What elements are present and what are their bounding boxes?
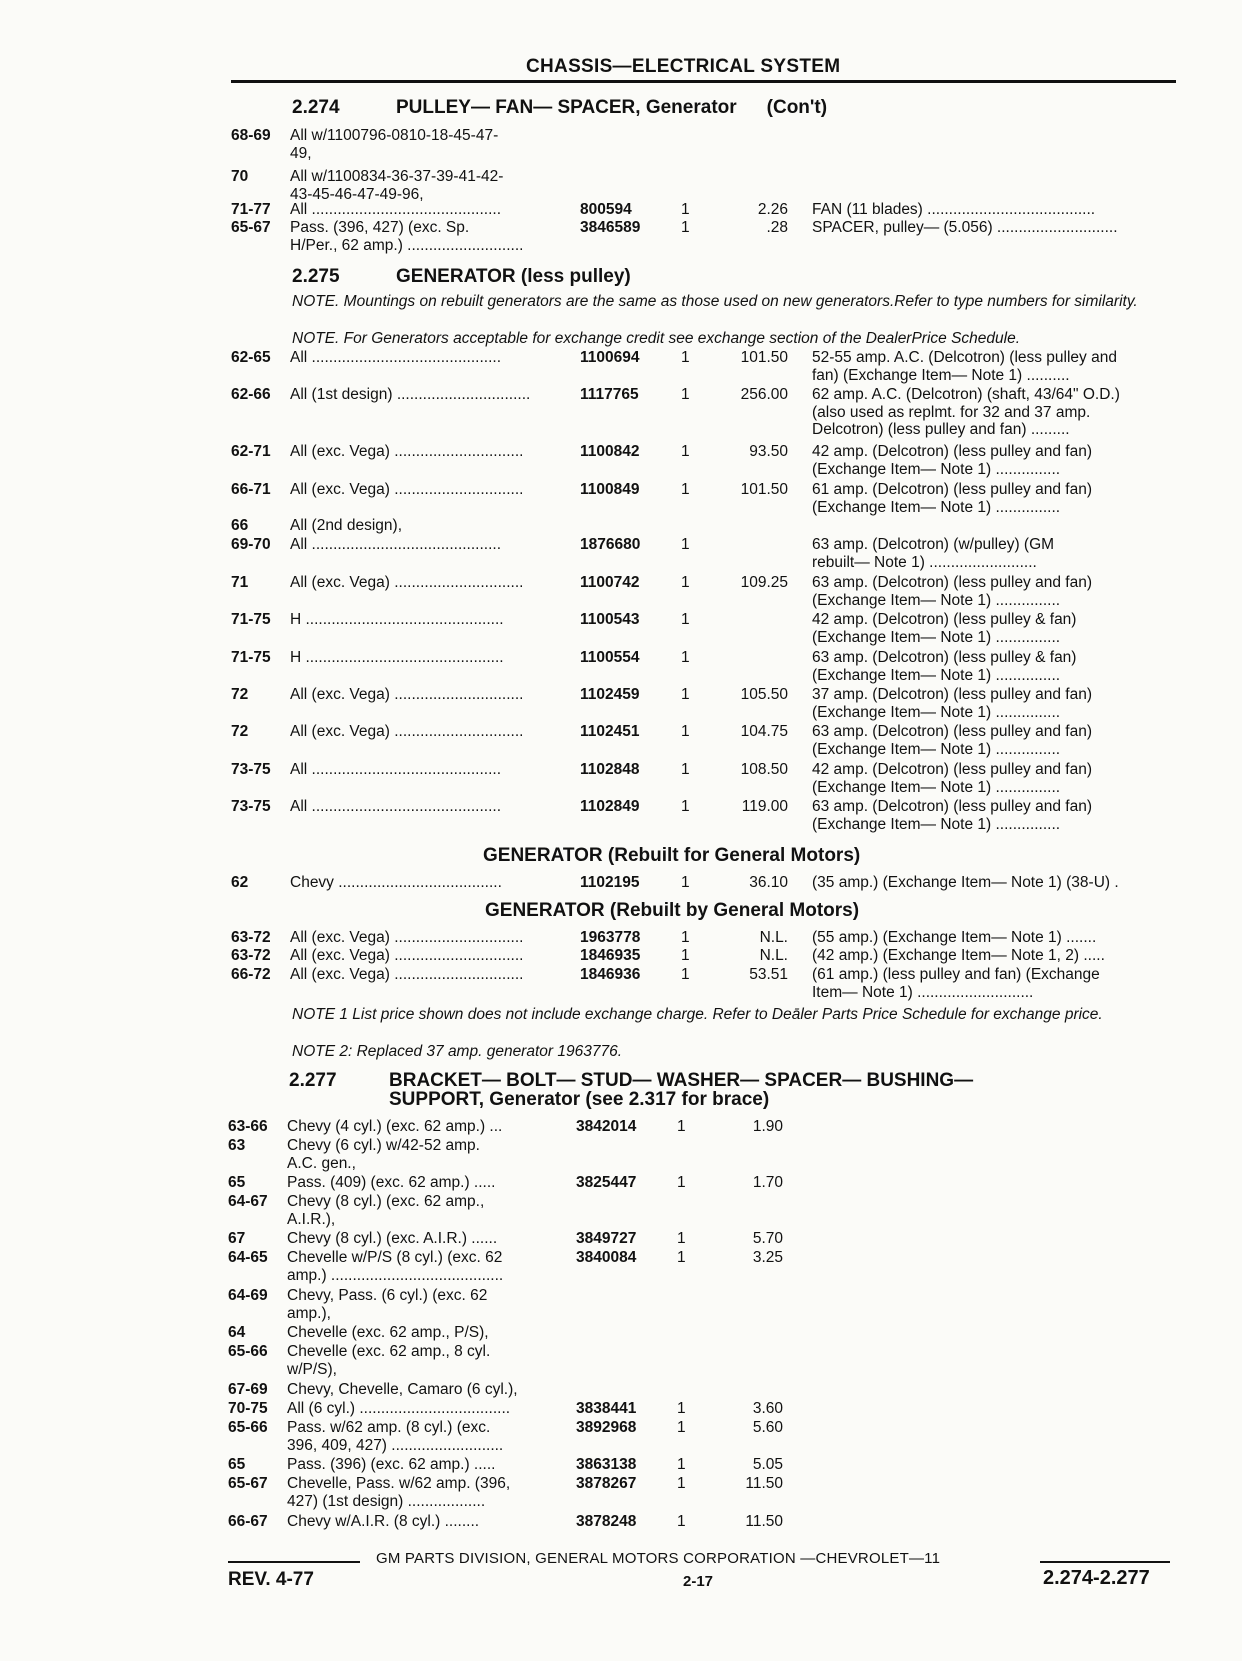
part-number: 1100694 <box>580 349 640 366</box>
part-number: 1876680 <box>580 536 641 553</box>
model-years: 67-69 <box>228 1381 268 1398</box>
application: All ............................................ <box>290 536 502 553</box>
quantity: 1 <box>677 1230 686 1247</box>
model-years: 72 <box>231 723 249 740</box>
section-continued: (Con't) <box>766 97 828 118</box>
application: Pass. (409) (exc. 62 amp.) ..... <box>287 1174 496 1191</box>
application: Chevy (8 cyl.) (exc. A.I.R.) ...... <box>287 1230 498 1247</box>
application: Chevelle, Pass. w/62 amp. (396, 427) (1st design) .................. <box>287 1475 511 1510</box>
description: (35 amp.) (Exchange Item— Note 1) (38-U) . <box>812 874 1119 891</box>
model-years: 68-69 <box>231 127 271 144</box>
list-price: 105.50 <box>740 686 788 703</box>
list-price: 119.00 <box>741 798 788 815</box>
model-years: 65-67 <box>228 1475 268 1492</box>
description: (42 amp.) (Exchange Item— Note 1, 2) ..... <box>812 947 1105 964</box>
part-number: 3838441 <box>576 1400 637 1417</box>
description: (55 amp.) (Exchange Item— Note 1) ....... <box>812 929 1097 946</box>
list-price: 109.25 <box>740 574 788 591</box>
application: All (exc. Vega) .............................. <box>290 686 524 703</box>
quantity: 1 <box>681 481 690 498</box>
model-years: 63-72 <box>231 947 271 964</box>
model-years: 69-70 <box>231 536 271 553</box>
model-years: 70-75 <box>228 1400 268 1417</box>
application: Chevy, Pass. (6 cyl.) (exc. 62 amp.), <box>287 1287 488 1322</box>
model-years: 62-71 <box>231 443 271 460</box>
model-years: 64-67 <box>228 1193 268 1210</box>
description: SPACER, pulley— (5.056) ............................ <box>812 219 1118 236</box>
list-price: 101.50 <box>740 349 788 366</box>
application: All w/1100834-36-37-39-41-42- 43-45-46-47-49-96, <box>290 168 504 203</box>
application: All (2nd design), <box>290 517 403 534</box>
model-years: 67 <box>228 1230 246 1247</box>
application: All (1st design) ............................... <box>290 386 531 403</box>
section-number: 2.275 <box>292 266 340 287</box>
list-price: 5.60 <box>752 1419 783 1436</box>
description: 63 amp. (Delcotron) (w/pulley) (GM rebuilt— Note 1) ......................... <box>812 536 1055 571</box>
note-1: NOTE 1 List price shown does not include exchange charge. Refer to Deāler Parts Price Schedule for exchange price. <box>292 1006 1103 1023</box>
part-number: 1100543 <box>580 611 640 628</box>
list-price: 1.70 <box>752 1174 783 1191</box>
page-number: 2-17 <box>683 1573 714 1590</box>
list-price: 36.10 <box>749 874 788 891</box>
application: All w/1100796-0810-18-45-47- 49, <box>290 127 499 162</box>
quantity: 1 <box>681 874 690 891</box>
application: Chevy, Chevelle, Camaro (6 cyl.), <box>287 1381 518 1398</box>
part-number: 3849727 <box>576 1230 637 1247</box>
model-years: 62 <box>231 874 249 891</box>
list-price: 3.25 <box>752 1249 783 1266</box>
application: All (exc. Vega) .............................. <box>290 443 524 460</box>
application: H .............................................. <box>290 649 504 666</box>
section-title-line2: SUPPORT, Generator (see 2.317 for brace) <box>389 1089 770 1110</box>
application: Chevy (8 cyl.) (exc. 62 amp., A.I.R.), <box>287 1193 485 1228</box>
application: All (exc. Vega) .............................. <box>290 966 524 983</box>
subheading-rebuilt-for: GENERATOR (Rebuilt for General Motors) <box>483 845 861 866</box>
model-years: 71-75 <box>231 649 271 666</box>
description: 62 amp. A.C. (Delcotron) (shaft, 43/64" O.D.) (also used as replmt. for 32 and 37 amp. Delcotron) (less pulley and fan) ......... <box>812 386 1120 438</box>
quantity: 1 <box>677 1456 686 1473</box>
part-number: 1117765 <box>580 386 639 403</box>
application: All ............................................ <box>290 201 502 218</box>
section-2-274-heading <box>292 97 827 119</box>
application: Chevelle w/P/S (8 cyl.) (exc. 62 amp.) ........................................ <box>287 1249 504 1284</box>
quantity: 1 <box>677 1400 686 1417</box>
list-price: 2.26 <box>757 201 788 218</box>
list-price: 93.50 <box>749 443 788 460</box>
quantity: 1 <box>677 1419 686 1436</box>
description: 63 amp. (Delcotron) (less pulley and fan) (Exchange Item— Note 1) ............... <box>812 798 1092 833</box>
description: 52-55 amp. A.C. (Delcotron) (less pulley and fan) (Exchange Item— Note 1) .......... <box>812 349 1117 384</box>
model-years: 64 <box>228 1324 246 1341</box>
section-title-line1: BRACKET— BOLT— STUD— WASHER— SPACER— BUSHING— <box>389 1070 974 1091</box>
application: All (exc. Vega) .............................. <box>290 947 524 964</box>
application: Pass. (396) (exc. 62 amp.) ..... <box>287 1456 496 1473</box>
list-price: 1.90 <box>752 1118 783 1135</box>
application: All ............................................ <box>290 798 502 815</box>
quantity: 1 <box>681 536 690 553</box>
model-years: 63 <box>228 1137 246 1154</box>
description: (61 amp.) (less pulley and fan) (Exchange Item— Note 1) ........................... <box>812 966 1100 1001</box>
model-years: 73-75 <box>231 761 271 778</box>
part-number: 1100849 <box>580 481 640 498</box>
model-years: 66-71 <box>231 481 271 498</box>
list-price: 5.70 <box>752 1230 783 1247</box>
part-number: 1102848 <box>580 761 640 778</box>
list-price: 101.50 <box>740 481 788 498</box>
application: All (exc. Vega) .............................. <box>290 723 524 740</box>
note-mountings: NOTE. Mountings on rebuilt generators are the same as those used on new generators.Refer to type numbers for similarity. <box>292 293 1138 310</box>
part-number: 1963778 <box>580 929 641 946</box>
description: 61 amp. (Delcotron) (less pulley and fan) (Exchange Item— Note 1) ............... <box>812 481 1092 516</box>
header-rule <box>231 80 1176 83</box>
part-number: 3842014 <box>576 1118 637 1135</box>
part-number: 3825447 <box>576 1174 637 1191</box>
quantity: 1 <box>681 611 690 628</box>
list-price: 11.50 <box>745 1513 783 1530</box>
model-years: 73-75 <box>231 798 271 815</box>
application: Pass. (396, 427) (exc. Sp. H/Per., 62 amp.) ........................... <box>290 219 524 254</box>
application: Chevy (4 cyl.) (exc. 62 amp.) ... <box>287 1118 503 1135</box>
revision-label: REV. 4-77 <box>228 1569 314 1590</box>
application: All (6 cyl.) ................................... <box>287 1400 511 1417</box>
model-years: 71-77 <box>231 201 271 218</box>
description: 37 amp. (Delcotron) (less pulley and fan) (Exchange Item— Note 1) ............... <box>812 686 1092 721</box>
subheading-rebuilt-by: GENERATOR (Rebuilt by General Motors) <box>485 900 860 921</box>
quantity: 1 <box>677 1249 686 1266</box>
part-number: 1102195 <box>580 874 640 891</box>
quantity: 1 <box>681 966 690 983</box>
section-title: PULLEY— FAN— SPACER, Generator <box>396 97 737 118</box>
part-number: 1846935 <box>580 947 641 964</box>
list-price: .28 <box>766 219 788 236</box>
application: All ............................................ <box>290 349 502 366</box>
application: H .............................................. <box>290 611 504 628</box>
quantity: 1 <box>681 798 690 815</box>
part-number: 1100842 <box>580 443 640 460</box>
quantity: 1 <box>677 1513 686 1530</box>
part-number: 3846589 <box>580 219 641 236</box>
note-2: NOTE 2: Replaced 37 amp. generator 1963776. <box>292 1043 623 1060</box>
description: FAN (11 blades) ....................................... <box>812 201 1096 218</box>
part-number: 3840084 <box>576 1249 637 1266</box>
model-years: 66 <box>231 517 249 534</box>
quantity: 1 <box>681 947 690 964</box>
quantity: 1 <box>681 723 690 740</box>
part-number: 1100554 <box>580 649 640 666</box>
model-years: 71-75 <box>231 611 271 628</box>
list-price: N.L. <box>759 947 788 964</box>
model-years: 65 <box>228 1174 246 1191</box>
application: Chevy w/A.I.R. (8 cyl.) ........ <box>287 1513 480 1530</box>
quantity: 1 <box>681 443 690 460</box>
model-years: 66-72 <box>231 966 271 983</box>
quantity: 1 <box>681 349 690 366</box>
footer-rule-right <box>1040 1561 1170 1563</box>
section-title: GENERATOR (less pulley) <box>396 266 631 287</box>
part-number: 1846936 <box>580 966 641 983</box>
model-years: 62-66 <box>231 386 271 403</box>
part-number: 3863138 <box>576 1456 637 1473</box>
note-exchange: NOTE. For Generators acceptable for exchange credit see exchange section of the DealerPrice Schedule. <box>292 330 1021 347</box>
model-years: 62-65 <box>231 349 271 366</box>
model-years: 71 <box>231 574 249 591</box>
application: Chevy (6 cyl.) w/42-52 amp. A.C. gen., <box>287 1137 480 1172</box>
description: 63 amp. (Delcotron) (less pulley & fan) (Exchange Item— Note 1) ............... <box>812 649 1077 684</box>
footer-rule-left <box>228 1561 360 1563</box>
model-years: 64-69 <box>228 1287 268 1304</box>
quantity: 1 <box>681 761 690 778</box>
description: 63 amp. (Delcotron) (less pulley and fan) (Exchange Item— Note 1) ............... <box>812 723 1092 758</box>
quantity: 1 <box>681 686 690 703</box>
quantity: 1 <box>681 929 690 946</box>
quantity: 1 <box>677 1475 686 1492</box>
model-years: 65-66 <box>228 1343 268 1360</box>
application: All (exc. Vega) .............................. <box>290 574 524 591</box>
model-years: 63-66 <box>228 1118 268 1135</box>
footer-division: GM PARTS DIVISION, GENERAL MOTORS CORPORATION —CHEVROLET—11 <box>376 1550 941 1567</box>
part-number: 800594 <box>580 201 632 218</box>
list-price: N.L. <box>759 929 788 946</box>
model-years: 70 <box>231 168 249 185</box>
application: All (exc. Vega) .............................. <box>290 481 524 498</box>
quantity: 1 <box>677 1174 686 1191</box>
quantity: 1 <box>681 649 690 666</box>
application: Chevy ...................................... <box>290 874 502 891</box>
model-years: 72 <box>231 686 249 703</box>
quantity: 1 <box>681 386 690 403</box>
description: 42 amp. (Delcotron) (less pulley and fan) (Exchange Item— Note 1) ............... <box>812 761 1092 796</box>
application: All (exc. Vega) .............................. <box>290 929 524 946</box>
section-2-277-heading <box>289 1071 973 1109</box>
part-number: 1102459 <box>580 686 640 703</box>
list-price: 5.05 <box>752 1456 783 1473</box>
part-number: 1102849 <box>580 798 640 815</box>
quantity: 1 <box>677 1118 686 1135</box>
part-number: 3878267 <box>576 1475 637 1492</box>
description: 42 amp. (Delcotron) (less pulley & fan) (Exchange Item— Note 1) ............... <box>812 611 1077 646</box>
list-price: 11.50 <box>745 1475 783 1492</box>
application: Pass. w/62 amp. (8 cyl.) (exc. 396, 409, 427) .......................... <box>287 1419 504 1454</box>
section-range: 2.274-2.277 <box>1043 1567 1150 1589</box>
part-number: 3878248 <box>576 1513 637 1530</box>
model-years: 66-67 <box>228 1513 268 1530</box>
list-price: 256.00 <box>740 386 788 403</box>
application: All ............................................ <box>290 761 502 778</box>
model-years: 63-72 <box>231 929 271 946</box>
application: Chevelle (exc. 62 amp., P/S), <box>287 1324 489 1341</box>
description: 42 amp. (Delcotron) (less pulley and fan) (Exchange Item— Note 1) ............... <box>812 443 1092 478</box>
section-number: 2.277 <box>289 1070 337 1091</box>
section-2-275-heading <box>292 266 631 288</box>
list-price: 3.60 <box>752 1400 783 1417</box>
page-header: CHASSIS—ELECTRICAL SYSTEM <box>526 56 841 77</box>
list-price: 104.75 <box>740 723 788 740</box>
application: Chevelle (exc. 62 amp., 8 cyl. w/P/S), <box>287 1343 491 1378</box>
model-years: 65-67 <box>231 219 271 236</box>
description: 63 amp. (Delcotron) (less pulley and fan) (Exchange Item— Note 1) ............... <box>812 574 1092 609</box>
list-price: 108.50 <box>740 761 788 778</box>
list-price: 53.51 <box>749 966 788 983</box>
model-years: 64-65 <box>228 1249 268 1266</box>
quantity: 1 <box>681 201 690 218</box>
part-number: 3892968 <box>576 1419 637 1436</box>
quantity: 1 <box>681 574 690 591</box>
model-years: 65-66 <box>228 1419 268 1436</box>
part-number: 1100742 <box>580 574 640 591</box>
quantity: 1 <box>681 219 690 236</box>
section-number: 2.274 <box>292 97 340 118</box>
model-years: 65 <box>228 1456 246 1473</box>
part-number: 1102451 <box>580 723 640 740</box>
